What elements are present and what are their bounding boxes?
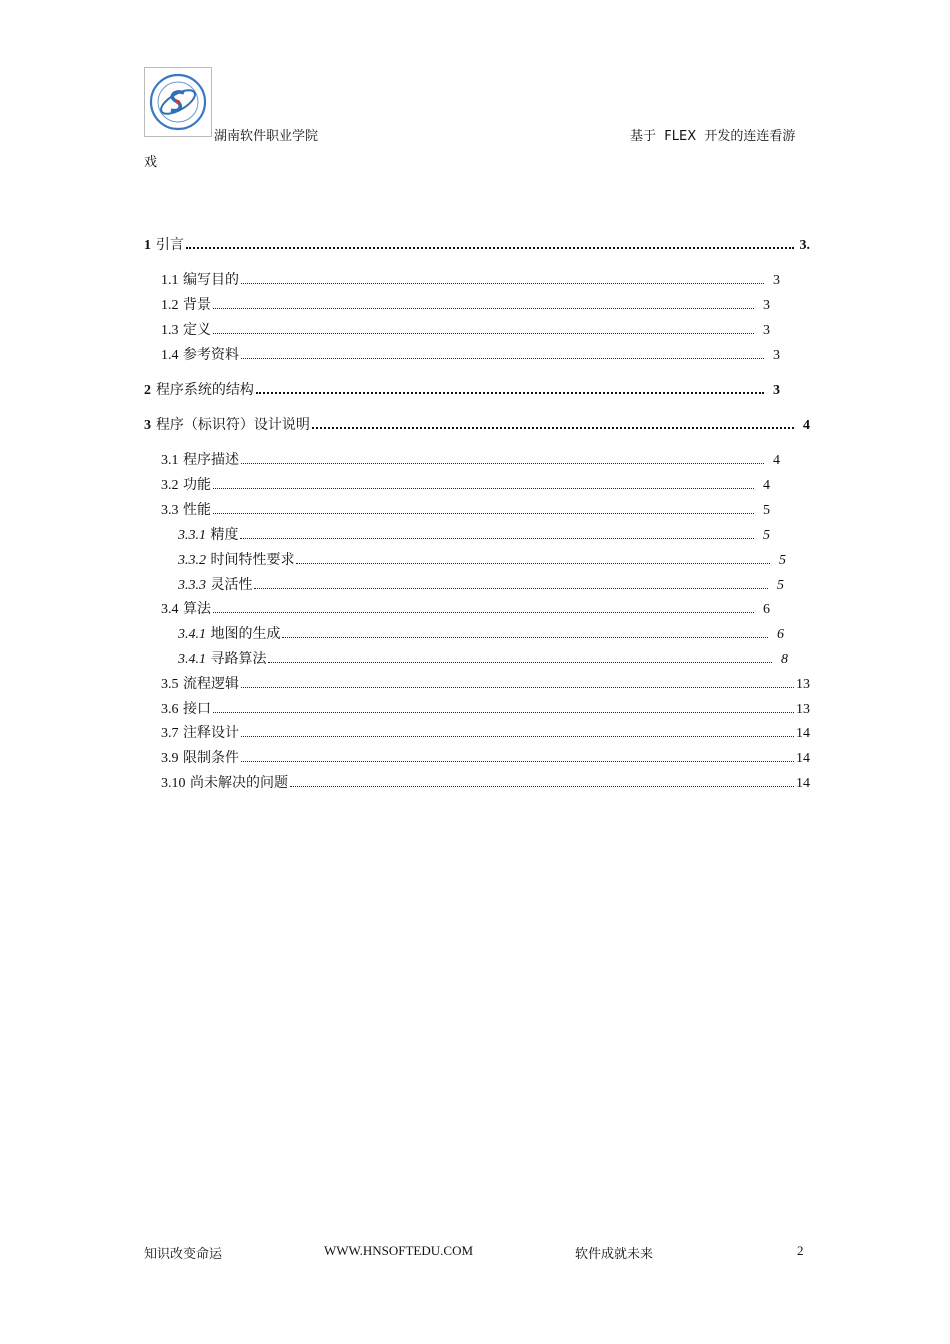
toc-entry[interactable] <box>161 596 770 618</box>
toc-entry-title: 功能 <box>182 477 211 493</box>
toc-entry-label <box>161 474 211 494</box>
toc-entry-number: 3.9 <box>161 751 179 766</box>
toc-entry[interactable] <box>161 317 770 339</box>
toc-entry-title: 注释设计 <box>182 725 239 741</box>
toc-entry-page: 4 <box>773 453 780 468</box>
toc-entry-number: 3.3.1 <box>178 528 206 543</box>
toc-entry[interactable] <box>161 292 770 314</box>
toc-entry-page: 14 <box>796 751 810 766</box>
toc-entry-title: 性能 <box>182 502 211 518</box>
toc-entry-number: 2 <box>144 383 151 398</box>
toc-entry-title: 程序系统的结构 <box>155 382 254 398</box>
toc-dot-leader <box>213 611 754 613</box>
toc-entry-title: 寻路算法 <box>210 651 267 667</box>
toc-entry-title: 接口 <box>182 701 211 717</box>
toc-entry[interactable] <box>161 770 810 792</box>
toc-entry-title: 流程逻辑 <box>182 676 239 692</box>
toc-entry-title: 精度 <box>210 527 239 543</box>
toc-entry-label <box>144 234 184 254</box>
toc-entry[interactable] <box>161 447 780 469</box>
toc-entry-number: 3.3.2 <box>178 553 206 568</box>
toc-dot-leader <box>256 391 764 394</box>
toc-entry[interactable] <box>161 745 810 767</box>
toc-entry-page: 5 <box>763 528 770 543</box>
toc-entry-label <box>144 379 254 399</box>
toc-entry[interactable] <box>161 696 810 718</box>
toc-entry-page: 3 <box>773 273 780 288</box>
toc-entry-number: 3.6 <box>161 702 179 717</box>
toc-entry-page: 3 <box>763 323 770 338</box>
toc-dot-leader <box>213 711 794 713</box>
toc-dot-leader <box>241 760 794 762</box>
toc-entry-label <box>161 319 211 339</box>
toc-entry-number: 3.10 <box>161 776 186 791</box>
toc-entry-page: 3 <box>773 383 780 398</box>
toc-dot-leader <box>213 512 754 514</box>
toc-dot-leader <box>213 332 754 334</box>
toc-entry-number: 3.1 <box>161 453 179 468</box>
toc-entry[interactable] <box>144 232 810 254</box>
toc-entry-number: 3.3 <box>161 503 179 518</box>
toc-dot-leader <box>241 282 764 284</box>
toc-entry-label <box>144 414 310 434</box>
toc-entry-label <box>161 344 239 364</box>
toc-entry-label <box>161 747 239 767</box>
toc-dot-leader <box>268 661 772 663</box>
toc-entry-page: 14 <box>796 726 810 741</box>
toc-dot-leader <box>312 426 794 429</box>
toc-dot-leader <box>290 785 794 787</box>
toc-dot-leader <box>240 537 754 539</box>
page-number: 2 <box>797 1243 804 1258</box>
toc-entry[interactable] <box>161 497 770 519</box>
toc-entry-number: 3 <box>144 418 151 433</box>
toc-entry-number: 3.2 <box>161 478 179 493</box>
toc-dot-leader <box>241 735 794 737</box>
toc-entry-number: 3.3.3 <box>178 578 206 593</box>
toc-entry-number: 3.5 <box>161 677 179 692</box>
toc-entry-number: 1 <box>144 238 151 253</box>
toc-dot-leader <box>241 462 764 464</box>
toc-entry[interactable] <box>161 472 770 494</box>
toc-entry-page: 3 <box>763 298 770 313</box>
toc-entry-title: 背景 <box>182 297 211 313</box>
toc-entry-page: 13 <box>796 702 810 717</box>
toc-entry-page: 5 <box>777 578 784 593</box>
toc-dot-leader <box>296 562 770 564</box>
toc-dot-leader <box>241 357 764 359</box>
document-title: 基于 FLEX 开发的连连看游 <box>630 129 796 144</box>
toc-entry-label <box>161 722 239 742</box>
toc-entry-label <box>161 598 211 618</box>
toc-entry-label <box>178 623 280 643</box>
toc-dot-leader <box>282 636 768 638</box>
toc-entry-page: 6 <box>777 627 784 642</box>
toc-entry-title: 参考资料 <box>182 347 239 363</box>
footer-website[interactable]: WWW.HNSOFTEDU.COM <box>324 1243 474 1258</box>
toc-entry-page: 4 <box>763 478 770 493</box>
toc-entry-page: 5 <box>763 503 770 518</box>
toc-entry-title: 算法 <box>182 601 211 617</box>
toc-entry[interactable] <box>178 572 784 594</box>
toc-entry[interactable] <box>178 547 786 569</box>
toc-entry-label <box>161 269 239 289</box>
toc-entry-title: 定义 <box>182 322 211 338</box>
toc-entry-page: 4 <box>803 418 810 433</box>
toc-entry-title: 尚未解决的问题 <box>189 775 288 791</box>
toc-entry-number: 1.1 <box>161 273 179 288</box>
toc-entry[interactable] <box>161 267 780 289</box>
toc-entry-title: 程序描述 <box>182 452 239 468</box>
toc-entry-number: 3.4.1 <box>178 652 206 667</box>
toc-entry-label <box>161 449 239 469</box>
school-name: 湖南软件职业学院 <box>214 129 319 144</box>
toc-entry-title: 时间特性要求 <box>210 552 295 568</box>
toc-entry[interactable] <box>161 720 810 742</box>
toc-entry-label <box>178 648 266 668</box>
toc-entry-number: 1.2 <box>161 298 179 313</box>
toc-entry-page: 14 <box>796 776 810 791</box>
toc-entry-page: 8 <box>781 652 788 667</box>
footer-slogan-right: 软件成就未来 <box>575 1247 654 1262</box>
toc-entry-page: 3. <box>799 238 810 253</box>
toc-entry-number: 3.4 <box>161 602 179 617</box>
toc-entry[interactable] <box>178 621 784 643</box>
toc-entry-number: 3.7 <box>161 726 179 741</box>
toc-entry[interactable] <box>161 342 780 364</box>
toc-entry-number: 1.4 <box>161 348 179 363</box>
toc-entry[interactable] <box>178 522 770 544</box>
toc-entry-title: 限制条件 <box>182 750 239 766</box>
footer-slogan-left: 知识改变命运 <box>144 1247 223 1262</box>
toc-entry-title: 灵活性 <box>210 577 253 593</box>
toc-entry-page: 5 <box>779 553 786 568</box>
toc-entry-label <box>178 524 238 544</box>
toc-entry-page: 13 <box>796 677 810 692</box>
toc-entry-title: 引言 <box>155 237 184 253</box>
document-title-continuation: 戏 <box>144 155 158 170</box>
toc-dot-leader <box>241 686 794 688</box>
toc-entry-title: 地图的生成 <box>210 626 281 642</box>
toc-entry-page: 3 <box>773 348 780 363</box>
toc-entry[interactable] <box>178 646 788 668</box>
toc-dot-leader <box>213 487 754 489</box>
toc-entry-title: 程序（标识符）设计说明 <box>155 417 310 433</box>
toc-entry[interactable] <box>144 412 810 434</box>
toc-entry[interactable] <box>161 671 810 693</box>
toc-entry-label <box>161 772 288 792</box>
toc-entry-number: 3.4.1 <box>178 627 206 642</box>
toc-entry-number: 1.3 <box>161 323 179 338</box>
toc-entry-label <box>161 294 211 314</box>
toc-entry-label <box>161 673 239 693</box>
toc-entry-label <box>178 574 252 594</box>
toc-dot-leader <box>186 246 794 249</box>
toc-entry-title: 编写目的 <box>182 272 239 288</box>
toc-dot-leader <box>254 587 768 589</box>
toc-entry-label <box>161 499 211 519</box>
toc-entry-label <box>161 698 211 718</box>
toc-entry[interactable] <box>144 377 780 399</box>
toc-entry-page: 6 <box>763 602 770 617</box>
toc-dot-leader <box>213 307 754 309</box>
school-logo <box>144 67 212 137</box>
toc-entry-label <box>178 549 294 569</box>
